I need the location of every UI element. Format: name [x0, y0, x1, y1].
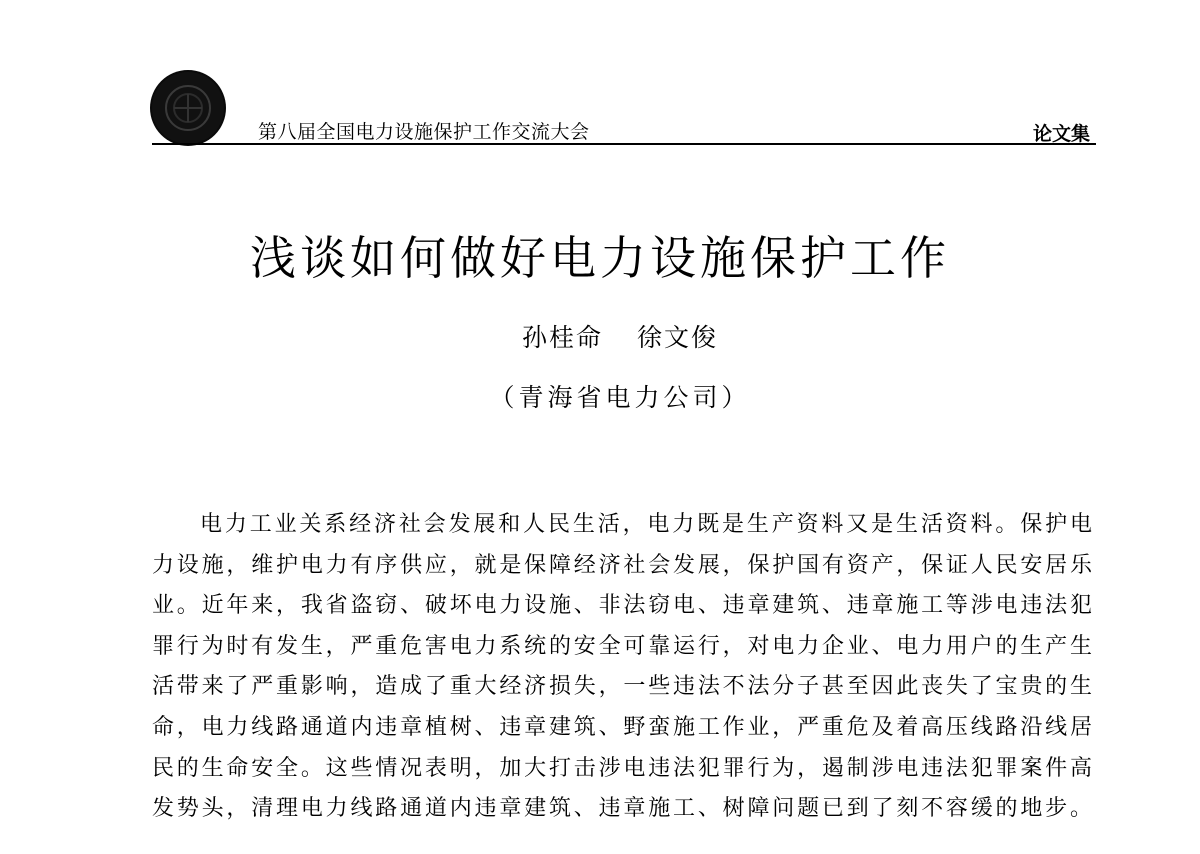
paragraph-line: 发势头，清理电力线路通道内违章建筑、违章施工、树障问题已到了刻不容缓的地步。 [152, 796, 1092, 822]
paragraph-line: 电力工业关系经济社会发展和人民生活，电力既是生产资料又是生活资料。保护电 [200, 512, 1092, 537]
author-affiliation: （青海省电力公司） [489, 383, 751, 412]
conference-name: 第八届全国电力设施保护工作交流大会 [258, 121, 590, 143]
author-list [0, 318, 1200, 354]
author-name: 徐文俊 [637, 323, 719, 352]
paragraph-line: 活带来了严重影响，造成了重大经济损失，一些违法不法分子甚至因此丧失了宝贵的生 [152, 674, 1092, 700]
paragraph-line: 业。近年来，我省盗窃、破坏电力设施、非法窃电、违章建筑、违章施工等涉电违法犯 [152, 593, 1092, 619]
paragraph-line: 民的生命安全。这些情况表明，加大打击涉电违法犯罪行为，遏制涉电违法犯罪案件高 [152, 755, 1092, 781]
paragraph-line: 力设施，维护电力有序供应，就是保障经济社会发展，保护国有资产，保证人民安居乐 [152, 552, 1092, 578]
conference-logo-icon [150, 70, 226, 146]
header-divider [152, 143, 1096, 145]
paper-title: 浅谈如何做好电力设施保护工作 [250, 231, 950, 285]
author-name: 孙桂命 [521, 323, 603, 352]
collection-label: 论文集 [1032, 123, 1090, 145]
paragraph-line: 命，电力线路通道内违章植树、违章建筑、野蛮施工作业，严重危及着高压线路沿线居 [152, 714, 1092, 740]
body-paragraph [152, 505, 1092, 830]
paragraph-line: 罪行为时有发生，严重危害电力系统的安全可靠运行，对电力企业、电力用户的生产生 [152, 633, 1092, 659]
